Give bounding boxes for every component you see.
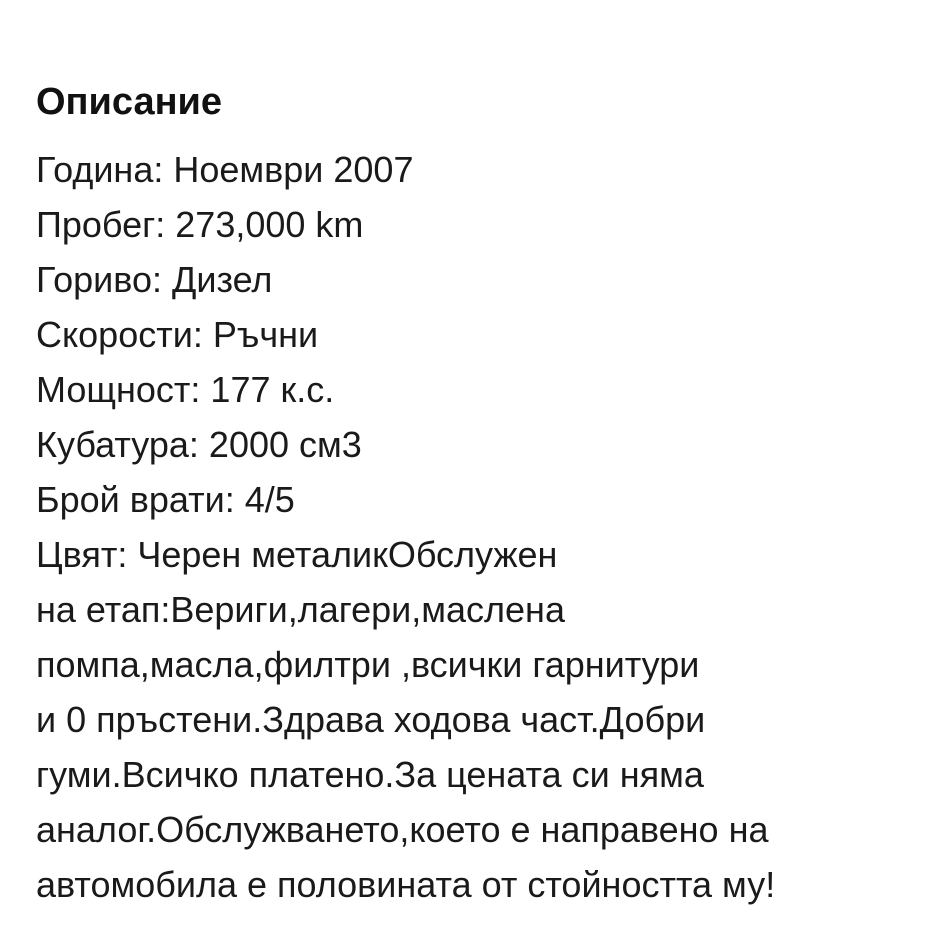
spec-list: [36, 142, 926, 527]
description-text: [36, 527, 926, 912]
description-line: автомобила е половината от стойността му!: [36, 864, 776, 905]
spec-year: Година: Ноември 2007: [36, 149, 414, 190]
spec-fuel: Гориво: Дизел: [36, 259, 273, 300]
description-line: гуми.Всичко платено.За цената си няма: [36, 754, 704, 795]
description-line: помпа,масла,филтри ,всички гарнитури: [36, 644, 700, 685]
description-line: на етап:Вериги,лагери,маслена: [36, 589, 565, 630]
spec-power: Мощност: 177 к.с.: [36, 369, 335, 410]
description-title: Описание: [36, 81, 223, 123]
spec-doors: Брой врати: 4/5: [36, 479, 295, 520]
description-line: аналог.Обслужването,което е направено на: [36, 809, 769, 850]
description-line: Цвят: Черен металикОбслужен: [36, 534, 558, 575]
spec-mileage: Пробег: 273,000 km: [36, 204, 364, 245]
description-section: [36, 74, 926, 912]
description-line: и 0 пръстени.Здрава ходова част.Добри: [36, 699, 706, 740]
spec-displacement: Кубатура: 2000 см3: [36, 424, 362, 465]
spec-transmission: Скорости: Ръчни: [36, 314, 319, 355]
